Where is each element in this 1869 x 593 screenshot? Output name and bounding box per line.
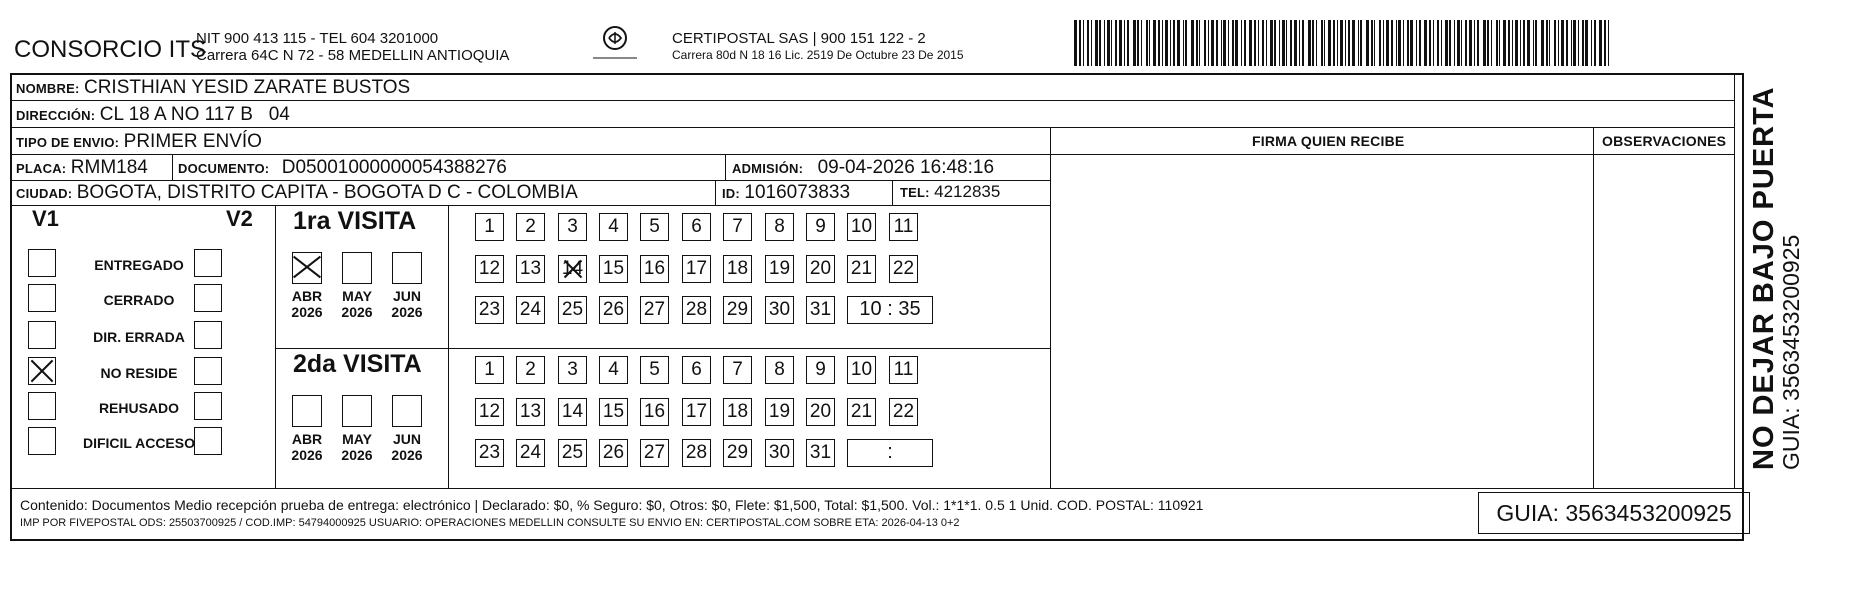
admission-label: ADMISIÓN: <box>732 161 804 176</box>
month-label: JUN 2026 <box>391 288 423 320</box>
v1-checkbox-dificil-acceso[interactable] <box>28 427 56 455</box>
id-label: ID: <box>722 186 740 201</box>
v1-checkbox-dir-errada[interactable] <box>28 321 56 349</box>
day-box[interactable]: 10 <box>847 356 876 384</box>
day-box[interactable]: 11 <box>889 213 918 241</box>
day-box[interactable]: 21 <box>847 255 876 283</box>
phone-value: 4212835 <box>934 182 1001 201</box>
month-label: ABR 2026 <box>291 288 323 320</box>
barcode <box>1074 20 1610 66</box>
v2-checkbox-rehusado[interactable] <box>194 392 222 420</box>
signature-header: FIRMA QUIEN RECIBE <box>1252 133 1405 149</box>
day-box[interactable]: 22 <box>889 398 918 426</box>
day-box[interactable]: 21 <box>847 398 876 426</box>
day-box[interactable]: 24 <box>516 296 545 324</box>
v2-checkbox-dificil-acceso[interactable] <box>194 427 222 455</box>
admission-row <box>732 157 994 179</box>
month-checkbox-jun[interactable] <box>392 252 422 284</box>
city-label: CIUDAD: <box>16 186 73 201</box>
day-box[interactable]: 17 <box>682 398 711 426</box>
day-box[interactable]: 12 <box>475 398 504 426</box>
day-box[interactable]: 19 <box>765 398 794 426</box>
v1-checkbox-no-reside[interactable] <box>28 357 56 385</box>
day-box[interactable]: 9 <box>806 356 835 384</box>
print-info: IMP POR FIVEPOSTAL ODS: 25503700925 / COD.IMP: 54794000925 USUARIO: OPERACIONES MEDELLIN CONSULTE SU ENVIO EN: CERTIPOSTAL.COM SOBRE ETA: 2026-04-13 0+2 <box>20 517 960 529</box>
carrier-name: CERTIPOSTAL SAS | 900 151 122 - 2 <box>672 30 926 47</box>
day-box[interactable]: 4 <box>599 356 628 384</box>
shipment-type: PRIMER ENVÍO <box>123 131 262 152</box>
day-box[interactable]: 3 <box>558 213 587 241</box>
day-box[interactable]: 3 <box>558 356 587 384</box>
day-box[interactable]: 7 <box>723 213 752 241</box>
day-box[interactable]: 20 <box>806 398 835 426</box>
day-box[interactable]: 26 <box>599 296 628 324</box>
day-box[interactable]: 8 <box>765 356 794 384</box>
day-box[interactable]: 9 <box>806 213 835 241</box>
guia-number: GUIA: 3563453200925 <box>1478 492 1750 534</box>
month-checkbox-abr[interactable] <box>292 252 322 284</box>
shipment-type-row <box>16 131 262 153</box>
day-box[interactable]: 28 <box>682 296 711 324</box>
day-box[interactable]: 27 <box>640 296 669 324</box>
v1-checkbox-cerrado[interactable] <box>28 284 56 312</box>
v2-checkbox-cerrado[interactable] <box>194 284 222 312</box>
recipient-address: CL 18 A NO 117 B 04 <box>99 104 290 125</box>
content-summary: Contenido: Documentos Medio recepción prueba de entrega: electrónico | Declarado: $0, % Seguro: $0, Otros: $0, Flete: $1,500, Total: $1,500. Vol.: 1*1*1. 0.5 1 Unid. COD. POSTAL: 110921 <box>20 497 1204 513</box>
day-box[interactable]: 24 <box>516 439 545 467</box>
day-box[interactable]: 4 <box>599 213 628 241</box>
plate-value: RMM184 <box>70 157 148 178</box>
certipostal-logo <box>585 22 645 68</box>
day-box[interactable]: 8 <box>765 213 794 241</box>
document-value: D05001000000054388276 <box>281 157 507 178</box>
day-box[interactable]: 10 <box>847 213 876 241</box>
status-label: ENTREGADO <box>94 257 184 273</box>
day-box[interactable]: 26 <box>599 439 628 467</box>
day-box[interactable]: 15 <box>599 398 628 426</box>
name-label: NOMBRE: <box>16 81 80 96</box>
status-label: REHUSADO <box>98 400 180 416</box>
delivery-form <box>10 73 1744 541</box>
day-box[interactable]: 15 <box>599 255 628 283</box>
day-box[interactable]: 2 <box>516 213 545 241</box>
address-row <box>16 104 290 126</box>
day-box[interactable]: 18 <box>723 398 752 426</box>
recipient-name: CRISTHIAN YESID ZARATE BUSTOS <box>83 77 411 98</box>
id-row <box>722 182 850 204</box>
company-info <box>196 30 509 64</box>
day-box[interactable]: 31 <box>806 439 835 467</box>
company-nit: NIT 900 413 115 - TEL 604 3201000 <box>196 30 439 47</box>
month-checkbox-abr[interactable] <box>292 395 322 427</box>
day-box[interactable]: 30 <box>765 296 794 324</box>
v1-checkbox-rehusado[interactable] <box>28 392 56 420</box>
no-under-door-notice: NO DEJAR BAJO PUERTA <box>1748 86 1780 470</box>
day-box[interactable]: 14 <box>558 255 587 283</box>
status-label: CERRADO <box>103 292 175 308</box>
month-label: MAY 2026 <box>341 431 373 463</box>
day-box[interactable]: 13 <box>516 398 545 426</box>
day-box[interactable]: 30 <box>765 439 794 467</box>
month-checkbox-may[interactable] <box>342 395 372 427</box>
day-box[interactable]: 12 <box>475 255 504 283</box>
company-address: Carrera 64C N 72 - 58 MEDELLIN ANTIOQUIA <box>196 47 510 64</box>
month-label: JUN 2026 <box>391 431 423 463</box>
side-notice <box>1749 86 1804 470</box>
v1-checkbox-entregado[interactable] <box>28 249 56 277</box>
id-value: 1016073833 <box>744 182 851 203</box>
day-box[interactable]: 6 <box>682 356 711 384</box>
day-box[interactable]: 16 <box>640 255 669 283</box>
day-box[interactable]: 11 <box>889 356 918 384</box>
visit-title: 1ra VISITA <box>293 207 417 235</box>
day-box[interactable]: 22 <box>889 255 918 283</box>
day-box[interactable]: 13 <box>516 255 545 283</box>
day-box[interactable]: 23 <box>475 439 504 467</box>
day-box[interactable]: 19 <box>765 255 794 283</box>
company-name: CONSORCIO ITS <box>14 36 207 63</box>
month-checkbox-may[interactable] <box>342 252 372 284</box>
v2-checkbox-no-reside[interactable] <box>194 357 222 385</box>
day-box[interactable]: 14 <box>558 398 587 426</box>
day-box[interactable]: 5 <box>640 356 669 384</box>
visit-title: 2da VISITA <box>293 350 422 378</box>
carrier-info <box>672 30 964 64</box>
status-label: DIR. ERRADA <box>93 329 185 345</box>
month-label: MAY 2026 <box>341 288 373 320</box>
day-box[interactable]: 27 <box>640 439 669 467</box>
visit-time[interactable]: : <box>847 439 933 467</box>
phone-row <box>900 182 1000 202</box>
name-row <box>16 77 410 99</box>
status-label: DIFICIL ACCESO <box>82 435 195 451</box>
day-box[interactable]: 25 <box>558 296 587 324</box>
day-box[interactable]: 5 <box>640 213 669 241</box>
city-value: BOGOTA, DISTRITO CAPITA - BOGOTA D C - COLOMBIA <box>76 182 578 203</box>
day-box[interactable]: 16 <box>640 398 669 426</box>
day-box[interactable]: 29 <box>723 439 752 467</box>
day-box[interactable]: 20 <box>806 255 835 283</box>
month-label: ABR 2026 <box>291 431 323 463</box>
admission-value: 09-04-2026 16:48:16 <box>817 157 995 178</box>
plate-label: PLACA: <box>16 161 67 176</box>
v1-header: V1 <box>32 206 59 231</box>
carrier-address: Carrera 80d N 18 16 Lic. 2519 De Octubre 23 De 2015 <box>672 48 964 62</box>
month-checkbox-jun[interactable] <box>392 395 422 427</box>
day-box[interactable]: 1 <box>475 213 504 241</box>
shipment-type-label: TIPO DE ENVIO: <box>16 135 120 150</box>
day-box[interactable]: 1 <box>475 356 504 384</box>
document-label: DOCUMENTO: <box>178 161 270 176</box>
day-box[interactable]: 6 <box>682 213 711 241</box>
day-box[interactable]: 25 <box>558 439 587 467</box>
observations-header: OBSERVACIONES <box>1602 133 1727 149</box>
day-box[interactable]: 2 <box>516 356 545 384</box>
day-box[interactable]: 28 <box>682 439 711 467</box>
document-row <box>178 157 507 179</box>
v2-checkbox-entregado[interactable] <box>194 249 222 277</box>
day-box[interactable]: 23 <box>475 296 504 324</box>
status-label: NO RESIDE <box>100 365 178 381</box>
day-box[interactable]: 17 <box>682 255 711 283</box>
side-guia: GUIA: 3563453200925 <box>1778 234 1804 470</box>
v2-checkbox-dir-errada[interactable] <box>194 321 222 349</box>
day-box[interactable]: 31 <box>806 296 835 324</box>
day-box[interactable]: 18 <box>723 255 752 283</box>
address-label: DIRECCIÓN: <box>16 108 96 123</box>
day-box[interactable]: 29 <box>723 296 752 324</box>
visit-time[interactable]: 10 : 35 <box>847 296 933 324</box>
day-box[interactable]: 7 <box>723 356 752 384</box>
v2-header: V2 <box>226 206 253 231</box>
phone-label: TEL: <box>900 185 930 200</box>
plate-row <box>16 157 148 179</box>
city-row <box>16 182 578 204</box>
